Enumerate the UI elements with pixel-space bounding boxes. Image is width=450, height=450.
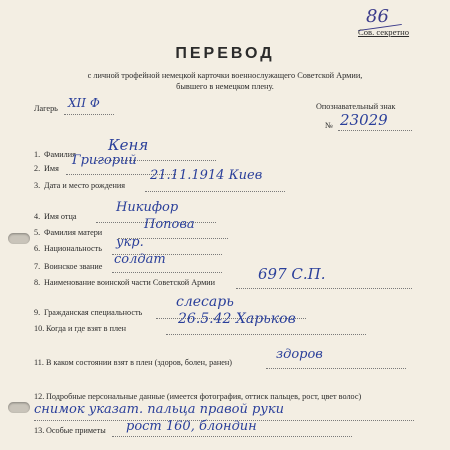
field-value-capture: 26.5.42 Харьков: [178, 311, 296, 327]
field-line: [145, 191, 285, 192]
field-label-birth: Дата и место рождения: [44, 181, 126, 190]
field-line: [112, 436, 352, 437]
field-label-civil-specialty: Гражданская специальность: [44, 308, 143, 317]
secret-mark: Сов. секретно: [358, 27, 410, 37]
field-number: 10.: [34, 324, 45, 333]
field-line: [166, 334, 366, 335]
field-label-first-name: Имя: [44, 164, 59, 173]
punch-hole-bottom: [8, 402, 30, 413]
field-value-civil-specialty: слесарь: [176, 294, 234, 310]
tag-line: [338, 130, 412, 131]
field-number: 11.: [34, 358, 44, 367]
field-label-special-marks: Особые приметы: [46, 426, 106, 435]
field-line: [112, 272, 222, 273]
field-number: 7.: [34, 262, 41, 271]
field-value-first-name: Григорий: [72, 153, 137, 168]
field-value-unit: 697 С.П.: [258, 265, 326, 283]
document-title: ПЕРЕВОД: [175, 45, 275, 62]
field-value-rank: солдат: [114, 252, 166, 267]
field-number: 6.: [34, 244, 41, 253]
field-label-father-name: Имя отца: [44, 212, 77, 221]
tag-prefix: №: [325, 121, 333, 130]
tag-label: Опознавательный знак: [316, 102, 396, 111]
field-value-special-marks: рост 160, блондин: [126, 419, 257, 434]
field-label-surname: Фамилия: [44, 150, 76, 159]
field-label-unit: Наименование воинской части Советской Армии: [44, 278, 216, 287]
punch-hole-top: [8, 233, 30, 244]
field-label-rank: Воинское звание: [44, 262, 103, 271]
field-number: 9.: [34, 308, 41, 317]
document-subtitle-1: с личной трофейной немецкой карточки военнослужащего Советской Армии,: [87, 71, 363, 80]
document-subtitle-2: бывшего в немецком плену.: [176, 82, 274, 91]
field-value-mother-surname: Попова: [144, 217, 195, 232]
field-label-capture: Когда и где взят в плен: [46, 324, 127, 333]
field-number: 8.: [34, 278, 41, 287]
field-value-father-name: Никифор: [116, 200, 179, 215]
field-number: 4.: [34, 212, 41, 221]
field-number: 12.: [34, 392, 45, 401]
field-number: 2.: [34, 164, 41, 173]
camp-line: [64, 114, 114, 115]
field-label-nationality: Национальность: [44, 244, 102, 253]
camp-label: Лагерь: [34, 104, 58, 113]
field-value-condition: здоров: [276, 347, 323, 362]
page-number: 86: [366, 6, 389, 27]
field-number: 5.: [34, 228, 41, 237]
field-label-mother-surname: Фамилия матери: [44, 228, 103, 237]
field-value-personal-data: снимок указат. пальца правой руки: [34, 402, 284, 417]
field-label-personal-data: Подробные персональные данные (имеется фотография, оттиск пальцев, рост, цвет волос): [46, 392, 362, 401]
camp-value: XII Ф: [68, 96, 100, 110]
field-number: 1.: [34, 150, 41, 159]
tag-value: 23029: [340, 111, 388, 129]
field-value-birth: 21.11.1914 Киев: [150, 168, 263, 183]
field-label-condition: В каком состоянии взят в плен (здоров, болен, ранен): [46, 358, 233, 367]
field-line: [236, 288, 412, 289]
field-value-surname: Кеня: [108, 136, 149, 154]
field-number: 13.: [34, 426, 45, 435]
field-value-nationality: укр.: [116, 235, 144, 250]
field-number: 3.: [34, 181, 41, 190]
field-line: [266, 368, 406, 369]
